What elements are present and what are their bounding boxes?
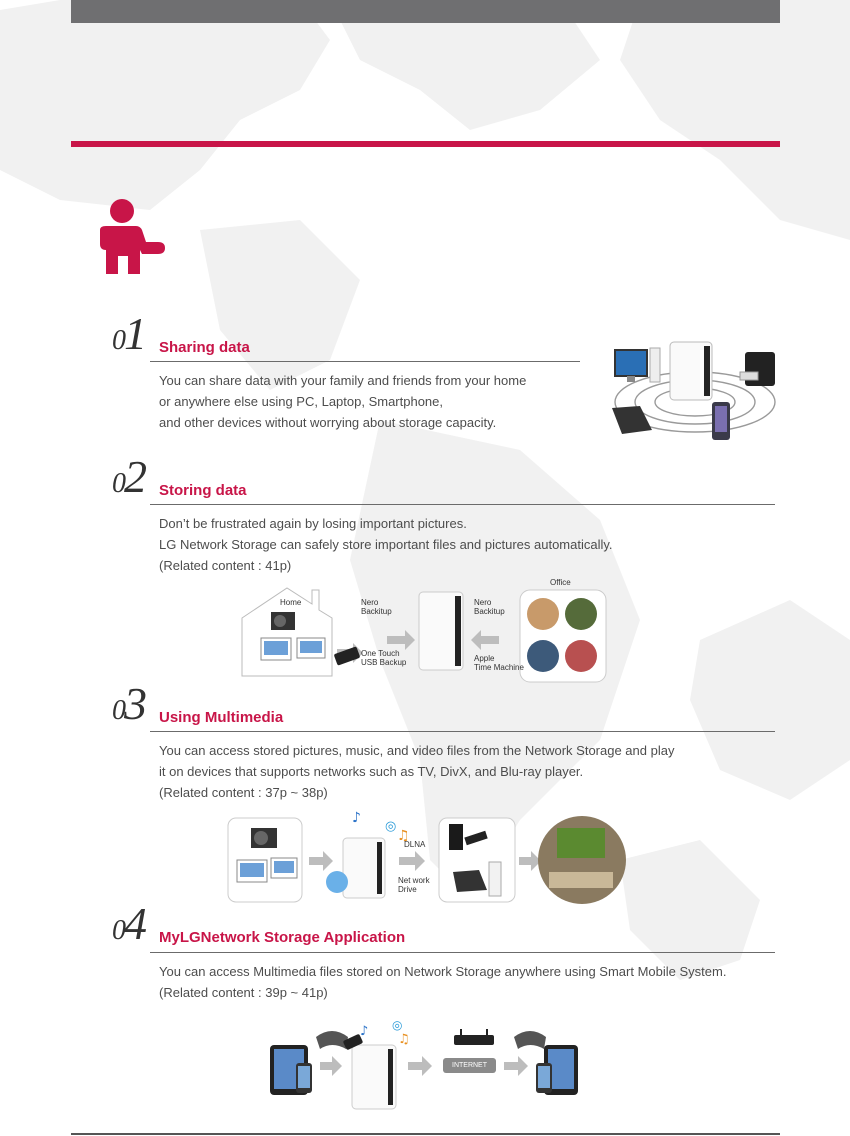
desc-line: or anywhere else using PC, Laptop, Smartphone,: [159, 394, 444, 409]
svg-text:◎: ◎: [385, 819, 397, 834]
desc-line: You can access Multimedia files stored on Network Storage anywhere using Smart Mobile System.: [159, 964, 727, 979]
one-touch-usb-label: One Touch USB Backup: [361, 649, 407, 667]
svg-text:♫: ♫: [397, 828, 410, 844]
footer-rule: [71, 1133, 780, 1135]
mobile-app-diagram: [268, 1015, 580, 1115]
section-rule: [150, 361, 580, 362]
title-rule: [71, 141, 780, 147]
svg-text:♪: ♪: [352, 810, 361, 826]
desc-line: (Related content : 39p ~ 41p): [159, 985, 328, 1000]
desc-line: Don’t be frustrated again by losing important pictures.: [159, 516, 467, 531]
svg-text:♫: ♫: [398, 1032, 410, 1047]
person-presenting-icon: [92, 198, 172, 276]
internet-label: INTERNET: [443, 1058, 496, 1073]
section-rule: [150, 504, 775, 505]
section-title-storing: Storing data: [159, 482, 247, 499]
svg-text:♪: ♪: [360, 1024, 369, 1039]
office-label: Office: [550, 578, 571, 587]
nero-backitup-label: Nero Backitup: [361, 598, 392, 616]
section-number-04: 04: [112, 898, 145, 949]
sharing-devices-illustration: [600, 330, 780, 445]
section-rule: [150, 731, 775, 732]
section-description: [159, 513, 613, 576]
section-description: [159, 740, 674, 803]
header-bar: [71, 0, 780, 23]
section-number-01: 01: [112, 308, 145, 359]
desc-line: and other devices without worrying about storage capacity.: [159, 415, 497, 430]
desc-line: (Related content : 37p ~ 38p): [159, 785, 328, 800]
section-rule: [150, 952, 775, 953]
desc-line: (Related content : 41p): [159, 558, 292, 573]
section-number-03: 03: [112, 678, 145, 729]
section-title-multimedia: Using Multimedia: [159, 709, 284, 726]
dlna-label: DLNA: [404, 840, 426, 849]
section-description: [159, 961, 726, 1003]
apple-time-machine-label: Apple Time Machine: [474, 654, 524, 672]
svg-text:◎: ◎: [392, 1018, 403, 1032]
storing-data-diagram: [237, 580, 607, 685]
desc-line: LG Network Storage can safely store important files and pictures automatically.: [159, 537, 613, 552]
section-title-mylgnetwork: MyLGNetwork Storage Application: [159, 929, 406, 946]
section-description: [159, 370, 526, 433]
network-drive-label: Net work Drive: [398, 876, 430, 894]
nero-backitup-label: Nero Backitup: [474, 598, 505, 616]
desc-line: it on devices that supports networks such as TV, DivX, and Blu-ray player.: [159, 764, 584, 779]
desc-line: You can access stored pictures, music, and video files from the Network Storage and play: [159, 743, 675, 758]
home-label: Home: [280, 598, 302, 607]
section-number-02: 02: [112, 451, 145, 502]
section-title-sharing: Sharing data: [159, 339, 250, 356]
desc-line: You can share data with your family and friends from your home: [159, 373, 527, 388]
